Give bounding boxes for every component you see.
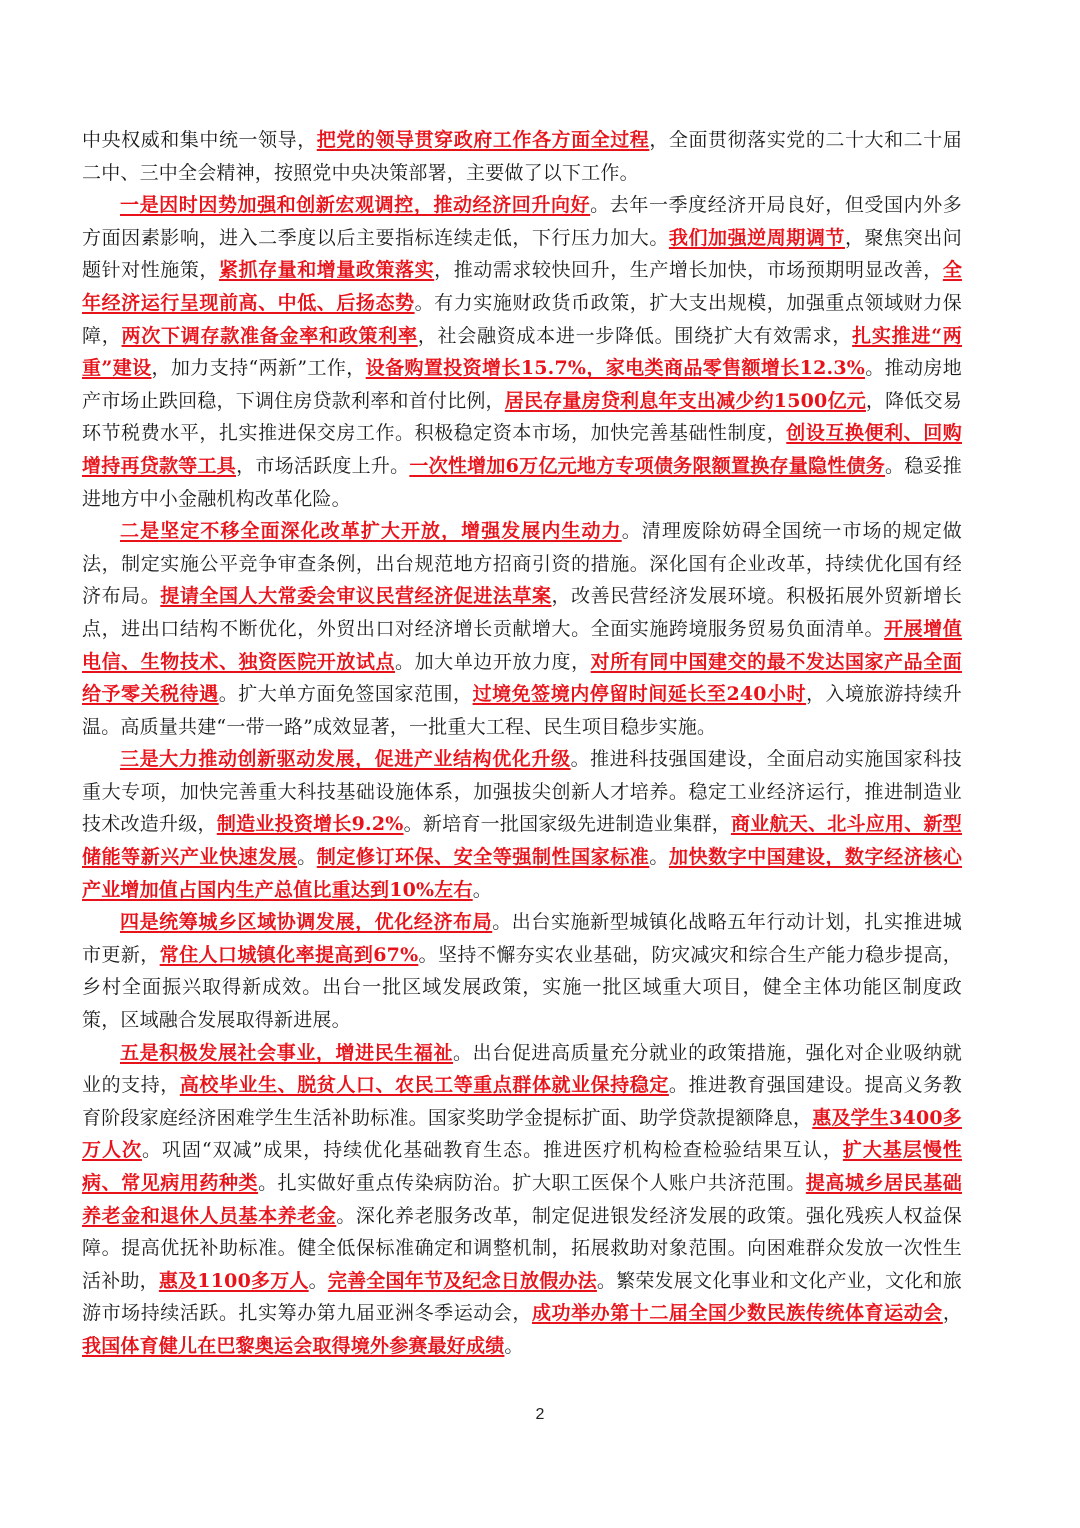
paragraph-reform-opening — [82, 515, 962, 743]
body-text: ， — [942, 1302, 963, 1325]
page-number: 2 — [535, 1406, 545, 1423]
body-text: 。去年一季度经济开局良好，但受国内外多方面因素影响，进入二季度以后主要指标连续走低，下行压力加大。 — [82, 194, 962, 249]
highlighted-phrase: 过境免签境内停留时间延长至240小时 — [472, 683, 807, 706]
highlighted-phrase: 提高城乡居民基础养老金和退休人员基本养老金 — [82, 1172, 962, 1227]
body-text: 。 — [472, 878, 492, 901]
highlighted-phrase: 两次下调存款准备金率和政策利率 — [121, 324, 418, 347]
body-text: 。巩固“双减”成果，持续优化基础教育生态。推进医疗机构检查检验结果互认， — [141, 1139, 843, 1162]
highlighted-phrase: 提请全国人大常委会审议民营经济促进法草案 — [160, 585, 552, 608]
highlighted-phrase: 商业航天、北斗应用、新型储能等新兴产业快速发展 — [82, 813, 963, 869]
highlighted-phrase: 完善全国年节及纪念日放假办法 — [327, 1269, 597, 1292]
body-text: ，降低交易环节税费水平，扎实推进保交房工作。积极稳定资本市场，加快完善基础性制度， — [82, 389, 962, 445]
highlighted-phrase: 我国体育健儿在巴黎奥运会取得境外参赛最好成绩 — [82, 1334, 505, 1357]
highlighted-phrase: 紧抓存量和增量政策落实 — [218, 259, 435, 282]
body-text: ，聚焦突出问题针对性施策， — [82, 226, 962, 282]
body-text: ，全面贯彻落实党的二十大和二十届二中、三中全会精神，按照党中央决策部署，主要做了以下工作。 — [82, 129, 962, 184]
body-text: ，改善民营经济发展环境。积极拓展外贸新增长点，进出口结构不断优化，外贸出口对经济增长贡献增大。全面实施跨境服务贸易负面清单。 — [82, 585, 962, 640]
body-text: ，加力支持“两新”工作， — [151, 357, 366, 380]
highlighted-phrase: 加快数字中国建设，数字经济核心产业增加值占国内生产总值比重达到10%左右 — [82, 846, 963, 901]
body-text: 。 — [297, 846, 317, 869]
highlighted-phrase: 四是统筹城乡区域协调发展，优化经济布局 — [120, 911, 493, 934]
highlighted-phrase: 开展增值电信、生物技术、独资医院开放试点 — [82, 617, 962, 673]
body-text: 。出台实施新型城镇化战略五年行动计划，扎实推进城市更新， — [82, 911, 962, 966]
body-text: ，市场活跃度上升。 — [236, 454, 410, 477]
highlighted-phrase: 创设互换便利、回购增持再贷款等工具 — [82, 422, 962, 477]
highlighted-phrase: 把党的领导贯穿政府工作各方面全过程 — [316, 129, 650, 151]
highlighted-phrase: 扎实推进“两重”建设 — [82, 324, 962, 380]
highlighted-phrase: 扩大基层慢性病、常见病用药种类 — [82, 1139, 963, 1194]
paragraph-intro — [82, 124, 962, 189]
body-text: 。扎实做好重点传染病防治。扩大职工医保个人账户共济范围。 — [258, 1172, 806, 1194]
highlighted-phrase: 一是因时因势加强和创新宏观调控，推动经济回升向好 — [120, 194, 591, 217]
highlighted-phrase: 二是坚定不移全面深化改革扩大开放，增强发展内生动力 — [120, 520, 622, 543]
body-text: 。坚持不懈夯实农业基础，防灾减灾和综合生产能力稳步提高，乡村全面振兴取得新成效。出台一批区域发展政策，实施一批区域重大项目，健全主体功能区制度政策，区域融合发展取得新进展。 — [82, 943, 962, 1032]
body-text: 。推动房地产市场止跌回稳，下调住房贷款利率和首付比例， — [82, 357, 962, 412]
body-text: 。清理废除妨碍全国统一市场的规定做法，制定实施公平竞争审查条例，出台规范地方招商引资的措施。深化国有企业改革，持续优化国有经济布局。 — [82, 520, 962, 608]
highlighted-phrase: 惠及学生3400多万人次 — [82, 1106, 962, 1162]
body-text: 。 — [504, 1334, 524, 1357]
highlighted-phrase: 成功举办第十二届全国少数民族传统体育运动会 — [531, 1302, 943, 1325]
highlighted-phrase: 全年经济运行呈现前高、中低、后扬态势 — [82, 259, 963, 314]
paragraph-macro-control — [82, 189, 962, 515]
body-text: 。新培育一批国家级先进制造业集群， — [403, 813, 731, 836]
paragraph-social-welfare — [82, 1037, 962, 1363]
highlighted-phrase: 一次性增加6万亿元地方专项债务限额置换存量隐性债务 — [409, 454, 886, 477]
body-text: 。 — [649, 846, 669, 869]
body-text: 。扩大单方面免签国家范围， — [218, 683, 473, 706]
body-text: 。深化养老服务改革，制定促进银发经济发展的政策。强化残疾人权益保障。提高优抚补助标准。健全低保标准确定和调整机制，拓展救助对象范围。向困难群众发放一次性生活补助， — [82, 1204, 962, 1292]
highlighted-phrase: 我们加强逆周期调节 — [668, 226, 845, 249]
body-text: 。推进科技强国建设，全面启动实施国家科技重大专项，加快完善重大科技基础设施体系，加强拔尖创新人才培养。稳定工业经济运行，推进制造业技术改造升级， — [82, 748, 962, 836]
highlighted-phrase: 制定修订环保、安全等强制性国家标准 — [316, 846, 650, 869]
highlighted-phrase: 对所有同中国建交的最不发达国家产品全面给予零关税待遇 — [82, 650, 962, 706]
body-text: 。 — [308, 1269, 328, 1292]
highlighted-phrase: 三是大力推动创新驱动发展，促进产业结构优化升级 — [120, 748, 571, 771]
body-text: 。稳妥推进地方中小金融机构改革化险。 — [82, 454, 962, 510]
paragraph-urban-rural — [82, 906, 962, 1036]
body-text: 。推进教育强国建设。提高义务教育阶段家庭经济困难学生生活补助标准。国家奖助学金提标扩面、助学贷款提额降息， — [82, 1074, 962, 1129]
body-text: ，社会融资成本进一步降低。围绕扩大有效需求， — [417, 324, 853, 347]
body-text: ，推动需求较快回升，生产增长加快，市场预期明显改善， — [434, 259, 943, 282]
highlighted-phrase: 居民存量房贷利息年支出减少约1500亿元 — [504, 389, 866, 412]
highlighted-phrase: 高校毕业生、脱贫人口、农民工等重点群体就业保持稳定 — [179, 1074, 669, 1097]
body-text: 。繁荣发展文化事业和文化产业，文化和旅游市场持续活跃。扎实筹办第九届亚洲冬季运动会， — [82, 1269, 962, 1325]
body-text: ，入境旅游持续升温。高质量共建“一带一路”成效显著，一批重大工程、民生项目稳步实施。 — [82, 683, 962, 738]
document-body — [82, 124, 962, 1363]
highlighted-phrase: 设备购置投资增长15.7%，家电类商品零售额增长12.3% — [365, 357, 866, 380]
body-text: 中央权威和集中统一领导， — [82, 129, 317, 151]
body-text: 。出台促进高质量充分就业的政策措施，强化对企业吸纳就业的支持， — [82, 1041, 963, 1097]
highlighted-phrase: 惠及1100多万人 — [158, 1269, 309, 1292]
highlighted-phrase: 常住人口城镇化率提高到67% — [159, 943, 419, 966]
highlighted-phrase: 制造业投资增长9.2% — [216, 813, 404, 836]
paragraph-innovation — [82, 743, 962, 906]
highlighted-phrase: 五是积极发展社会事业，增进民生福祉 — [120, 1041, 454, 1064]
body-text: 。加大单边开放力度， — [395, 650, 591, 673]
body-text: 。有力实施财政货币政策，扩大支出规模，加强重点领域财力保障， — [82, 291, 962, 347]
